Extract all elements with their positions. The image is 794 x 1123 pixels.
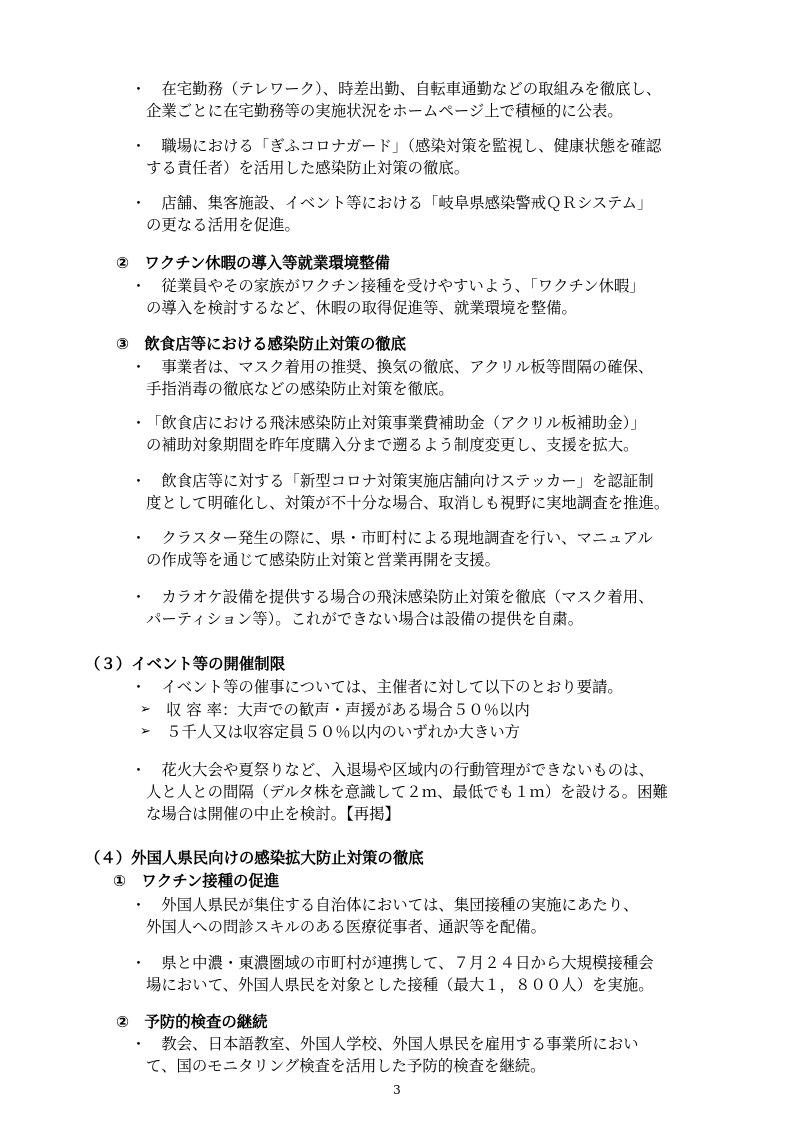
arrow-bullet-icon: ➢: [140, 724, 151, 739]
paragraph-line: の導入を検討するなど、休暇の取得促進等、就業環境を整備。: [146, 299, 577, 317]
bullet: ・: [131, 529, 147, 547]
bullet: ・: [131, 761, 147, 779]
bullet: ・: [131, 194, 147, 212]
subsection-heading: ③ 飲食店等における感染防止対策の徹底: [116, 335, 407, 353]
paragraph-line: パーティション等）。これができない場合は設備の提供を自粛。: [146, 610, 584, 628]
paragraph-line: 花火大会や夏祭りなど、入退場や区域内の行動管理ができないものは、: [146, 761, 654, 779]
paragraph-line: ５千人又は収容定員５０％以内のいずれか大きい方: [166, 723, 520, 741]
paragraph-line: 外国人県民が集住する自治体においては、集団接種の実施にあたり、: [146, 896, 639, 914]
subsection-heading: ② ワクチン休暇の導入等就業環境整備: [116, 254, 390, 272]
arrow-bullet-icon: ➢: [140, 702, 151, 717]
section-heading: （４）外国人県民向けの感染拡大防止対策の徹底: [85, 849, 424, 867]
paragraph-line: の作成等を通じて感染防止対策と営業再開を支援。: [146, 551, 500, 569]
paragraph-line: の更なる活用を促進。: [146, 216, 300, 234]
paragraph-line: 在宅勤務（テレワーク）、時差出勤、自転車通勤などの取組みを徹底し、: [146, 80, 662, 98]
bullet: ・: [131, 137, 147, 155]
paragraph-line: 企業ごとに在宅勤務等の実施状況をホームページ上で積極的に公表。: [146, 102, 623, 120]
section-heading: （３）イベント等の開催制限: [85, 655, 286, 673]
paragraph-line: 場において、外国人県民を対象とした接種（最大１，８００人）を実施。: [146, 976, 654, 994]
subsection-heading: ① ワクチン接種の促進: [113, 872, 280, 890]
bullet: ・: [131, 588, 147, 606]
bullet: ・: [131, 358, 147, 376]
bullet: ・: [131, 414, 147, 432]
paragraph-line: 県と中濃・東濃圏域の市町村が連携して、７月２４日から大規模接種会: [146, 954, 654, 972]
paragraph-line: クラスター発生の際に、県・市町村による現地調査を行い、マニュアル: [146, 529, 653, 547]
paragraph-line: の補助対象期間を昨年度購入分まで遡るよう制度変更し、支援を拡大。: [146, 436, 639, 454]
paragraph-line: 人と人との間隔（デルタ株を意識して２ｍ、最低でも１ｍ）を設ける。困難: [146, 783, 668, 801]
paragraph-line: て、国のモニタリング検査を活用した予防的検査を継続。: [146, 1057, 546, 1075]
bullet: ・: [131, 896, 147, 914]
paragraph-line: 事業者は、マスク着用の推奨、換気の徹底、アクリル板等間隔の確保、: [146, 358, 654, 376]
paragraph-line: カラオケ設備を提供する場合の飛沫感染防止対策を徹底（マスク着用、: [146, 588, 654, 606]
paragraph-line: 外国人への問診スキルのある医療従事者、通訳等を配備。: [146, 918, 547, 936]
bullet: ・: [131, 954, 147, 972]
paragraph-line: 「飲食店における飛沫感染防止対策事業費補助金（アクリル板補助金）」: [146, 414, 646, 432]
paragraph-line: 飲食店等に対する「新型コロナ対策実施店舗向けステッカー」を認証制: [146, 472, 654, 490]
paragraph-line: な場合は開催の中止を検討。【再掲】: [146, 805, 400, 823]
paragraph-line: する責任者）を活用した感染防止対策の徹底。: [146, 159, 470, 177]
paragraph-line: 店舗、集客施設、イベント等における「岐阜県感染警戒ＱＲシステム」: [146, 194, 653, 212]
bullet: ・: [131, 1035, 147, 1053]
paragraph-line: 手指消毒の徹底などの感染防止対策を徹底。: [146, 380, 454, 398]
bullet: ・: [131, 472, 147, 490]
paragraph-line: 職場における「ぎふコロナガード」（感染対策を監視し、健康状態を確認: [146, 137, 662, 155]
paragraph-line: イベント等の催事については、主催者に対して以下のとおり要請。: [146, 678, 623, 696]
bullet: ・: [131, 678, 147, 696]
bullet: ・: [131, 80, 147, 98]
paragraph-line: 従業員やその家族がワクチン接種を受けやすいよう、「ワクチン休暇」: [146, 277, 645, 295]
paragraph-line: 度として明確化し、対策が不十分な場合、取消しも視野に実地調査を推進。: [146, 494, 670, 512]
paragraph-line: 収 容 率：大声での歓声・声援がある場合５０％以内: [166, 701, 530, 719]
paragraph-line: 教会、日本語教室、外国人学校、外国人県民を雇用する事業所におい: [146, 1035, 639, 1053]
bullet: ・: [131, 277, 147, 295]
page-number: 3: [393, 1083, 401, 1097]
subsection-heading: ② 予防的検査の継続: [116, 1013, 268, 1031]
